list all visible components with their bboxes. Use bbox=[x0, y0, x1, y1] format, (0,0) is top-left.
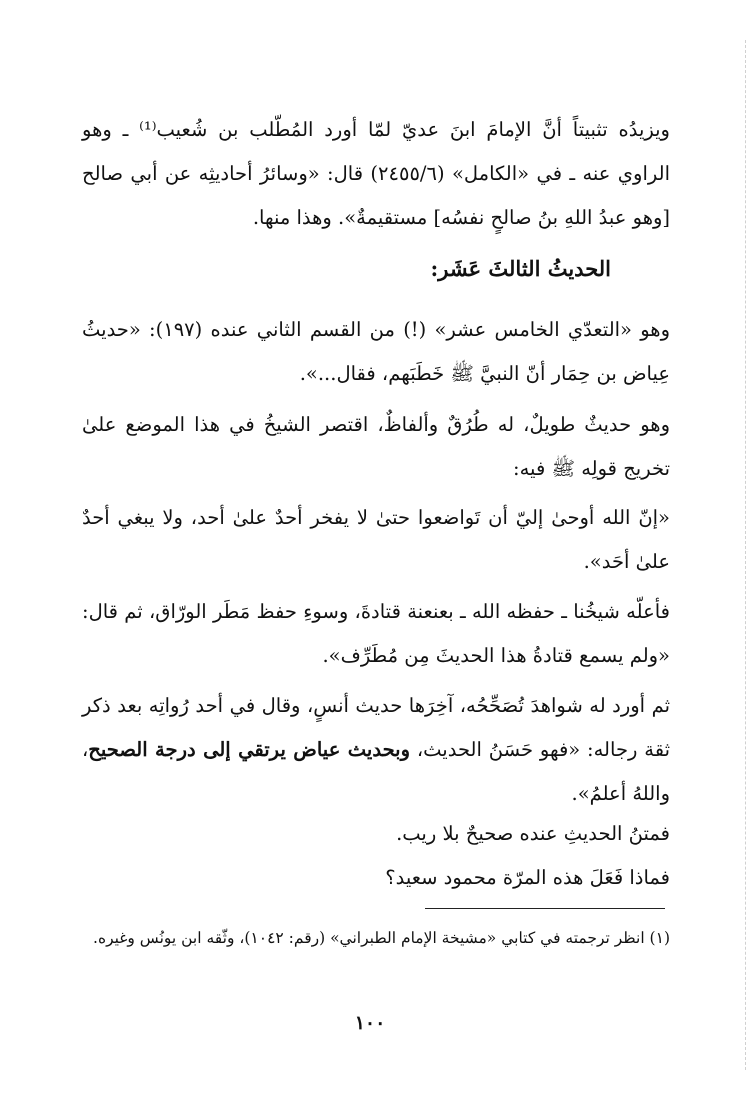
paragraph-6-bold: وبحديث عياض يرتقي إلى درجة الصحيح bbox=[88, 738, 411, 761]
paragraph-group-1 bbox=[82, 308, 670, 396]
section-heading: الحديثُ الثالثَ عَشَر: bbox=[430, 256, 611, 281]
paragraph-6-part-c: ، واللهُ أعلمُ». bbox=[82, 738, 670, 805]
paragraph-7: فمتنُ الحديثِ عنده صحيحٌ بلا ريب. bbox=[396, 822, 670, 845]
paragraph-5: فأعلّه شيخُنا ـ حفظه الله ـ بعنعنة قتادةَ، وسوءِ حفظ مَطَر الورّاق، ثم قال: «ولم يسمع قتادةُ هذا الحديثَ مِن مُطَرِّف». bbox=[82, 600, 670, 667]
footnote-separator bbox=[425, 908, 665, 909]
paragraph-2: وهو «التعدّي الخامس عشر» (!) من القسم الثاني عنده (١٩٧): «حديثُ عِياض بن حِمَار أنّ النبيَّ ﷺ خَطَبَهم، فقال...». bbox=[82, 318, 670, 385]
paragraph-6-part-a: ثم أورد له شواهدَ تُصَحِّحُه، آخِرَها حديث أنسٍ، وقال في أحد رُواتِه بعد ذكر ثقة رجاله: «فهو حَسَنُ الحديث، bbox=[82, 694, 670, 761]
paragraph-3: وهو حديثٌ طويلٌ، له طُرُقٌ وألفاظٌ، اقتصر الشيخُ في هذا الموضع علىٰ تخريج قولِه ﷺ فيه: bbox=[82, 413, 670, 480]
paragraph-intro bbox=[82, 108, 670, 240]
footnote-text: (١) انظر ترجمته في كتابي «مشيخة الإمام الطبراني» (رقم: ١٠٤٢)، وثّقه ابن يونُس وغيره. bbox=[93, 929, 670, 947]
paragraph-8: فماذا فَعَلَ هذه المرّة محمود سعيد؟ bbox=[385, 866, 670, 889]
paragraph-group-2 bbox=[82, 403, 670, 491]
paragraph-4: «إنّ الله أوحىٰ إليّ أن تَواضعوا حتىٰ لا يفخر أحدٌ علىٰ أحد، ولا يبغي أحدٌ علىٰ أحَد». bbox=[82, 506, 670, 573]
scan-edge-line bbox=[745, 40, 746, 1070]
paragraph-6 bbox=[82, 684, 670, 816]
paragraph-group-4 bbox=[82, 590, 670, 678]
paragraph-group-3 bbox=[82, 496, 670, 584]
paragraph-1: ويزيدُه تثبيتاً أنَّ الإمامَ ابنَ عديّ لمّا أورد المُطّلب بن شُعيب⁽¹⁾ ـ وهو الراوي عنه ـ في «الكامل» (٢٤٥٥/٦) قال: «وسائرُ أحاديثِه عن أبي صالح [وهو عبدُ اللهِ بنُ صالحٍ نفسُه] مستقيمةٌ». وهذا منها. bbox=[82, 118, 670, 229]
paragraph-group-6 bbox=[82, 812, 670, 900]
paragraph-group-5 bbox=[82, 684, 670, 816]
footnote bbox=[82, 923, 670, 954]
page-number: ١٠٠ bbox=[354, 1012, 386, 1034]
